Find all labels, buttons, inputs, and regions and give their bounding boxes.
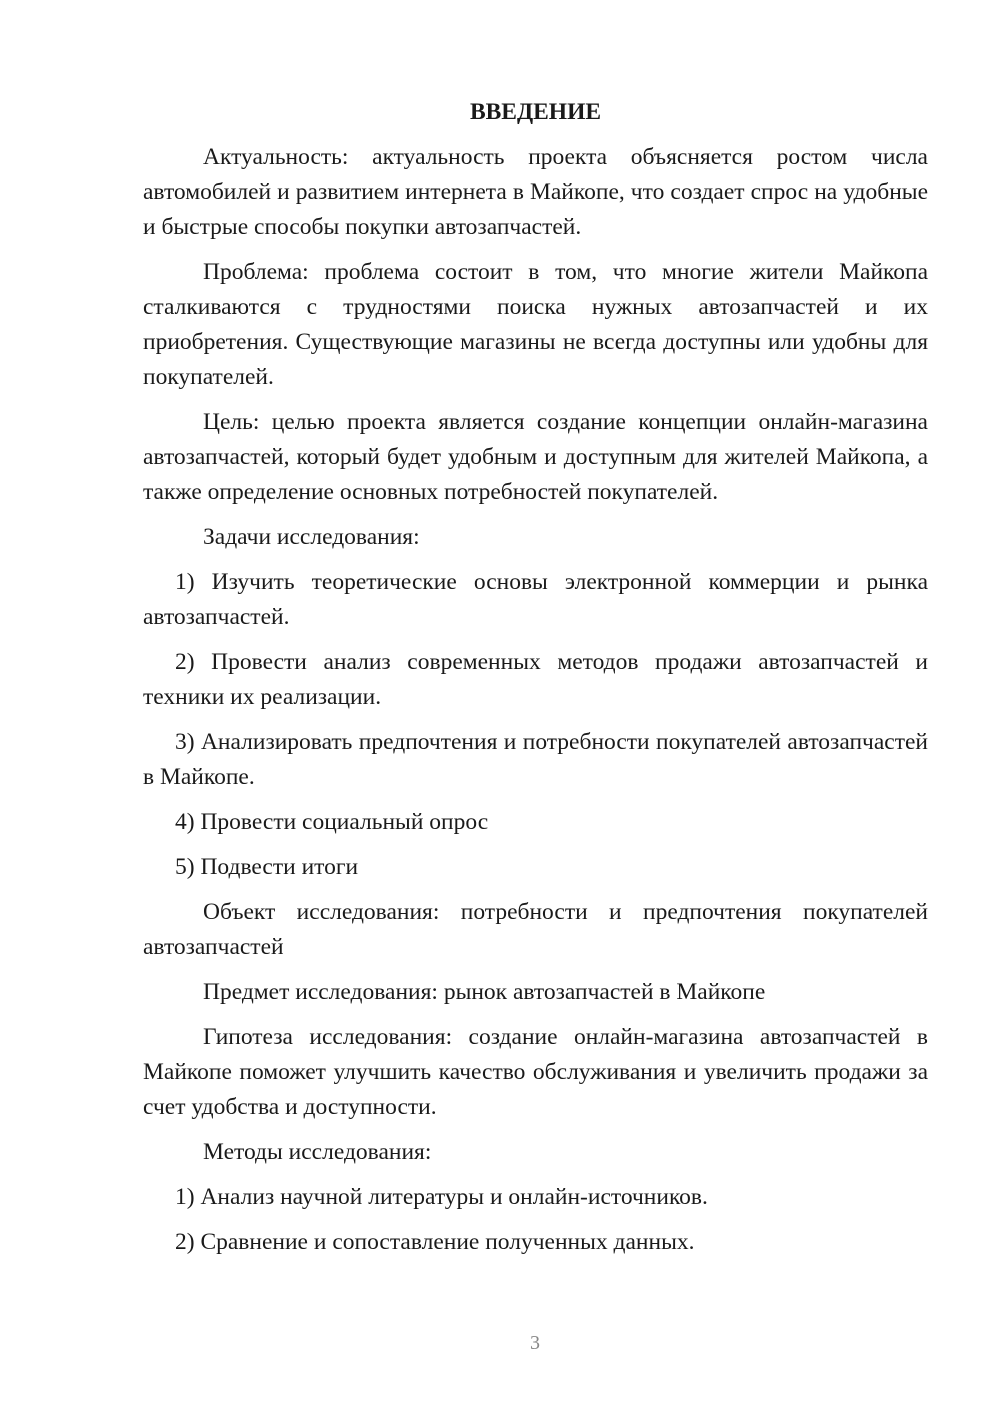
page-content: [143, 95, 928, 1270]
page-title: ВВЕДЕНИЕ: [469, 99, 602, 125]
problem-paragraph: Проблема: проблема состоит в том, что многие жители Майкопа сталкиваются с трудностями поиска нужных автозапчастей и их приобретения. Существующие магазины не всегда доступны или удобны для покупателей.: [143, 259, 928, 390]
task-item-5: 5) Подвести итоги: [175, 854, 359, 880]
tasks-heading: Задачи исследования:: [203, 524, 420, 550]
task-item-4: 4) Провести социальный опрос: [175, 809, 489, 835]
object-paragraph: Объект исследования: потребности и предпочтения покупателей автозапчастей: [143, 899, 928, 960]
method-item-2: 2) Сравнение и сопоставление полученных данных.: [175, 1229, 695, 1255]
relevance-paragraph: Актуальность: актуальность проекта объясняется ростом числа автомобилей и развитием интернета в Майкопе, что создает спрос на удобные и быстрые способы покупки автозапчастей.: [143, 144, 928, 240]
method-item-1: 1) Анализ научной литературы и онлайн-источников.: [175, 1184, 708, 1210]
subject-paragraph: Предмет исследования: рынок автозапчастей в Майкопе: [203, 979, 766, 1005]
goal-paragraph: Цель: целью проекта является создание концепции онлайн-магазина автозапчастей, который будет удобным и доступным для жителей Майкопа, а также определение основных потребностей покупателей.: [143, 409, 928, 505]
task-item-3: 3) Анализировать предпочтения и потребности покупателей автозапчастей в Майкопе.: [143, 729, 928, 790]
task-item-2: 2) Провести анализ современных методов продажи автозапчастей и техники их реализации.: [143, 649, 928, 710]
page-number: 3: [530, 1332, 540, 1354]
hypothesis-paragraph: Гипотеза исследования: создание онлайн-магазина автозапчастей в Майкопе поможет улучшить качество обслуживания и увеличить продажи за счет удобства и доступности.: [143, 1024, 928, 1120]
task-item-1: 1) Изучить теоретические основы электронной коммерции и рынка автозапчастей.: [143, 569, 928, 630]
methods-heading: Методы исследования:: [203, 1139, 432, 1165]
